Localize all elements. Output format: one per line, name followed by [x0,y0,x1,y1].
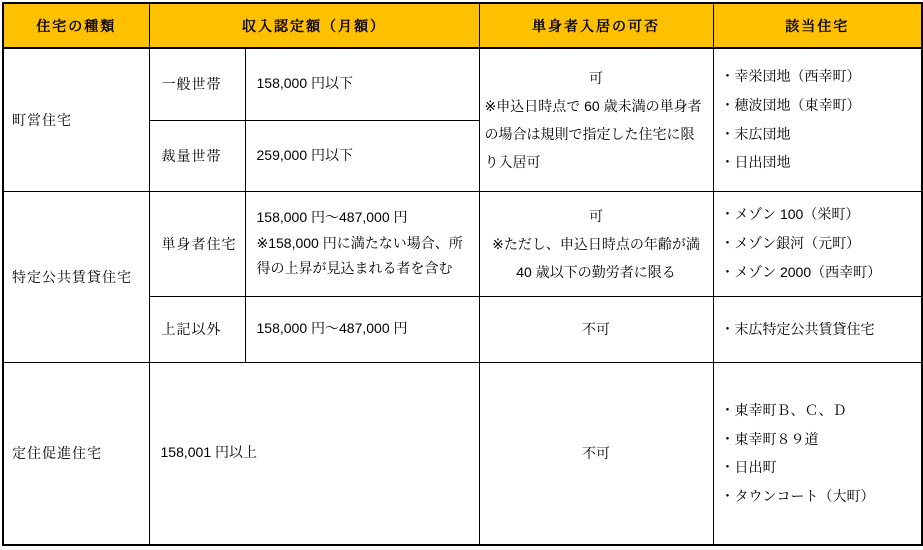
header-applicable-housing: 該当住宅 [713,3,922,48]
table-row [3,362,922,545]
applicable-housing-maison [713,191,922,296]
housing-eligibility-table [2,2,923,546]
income-settlement: 158,001 円以上 [149,362,479,545]
housing-type-specified-public: 特定公共賃貸住宅 [3,191,149,362]
single-note: ※申込日時点で 60 歳未満の単身者の場合は規則で指定した住宅に限り入居可 [484,97,702,170]
table-row [3,191,922,296]
table-row [3,48,922,120]
income-note: ※158,000 円に満たない場合、所得の上昇が見込まれる者を含む [256,234,463,277]
single-occupancy-specified [479,191,713,296]
list-item: ・穂波団地（東幸町） [720,97,861,114]
single-note: ※ただし、申込日時点の年齢が満 40 歳以下の勤労者に限る [492,235,700,280]
single-status: 可 [589,207,603,224]
list-item: ・日出団地 [720,154,791,171]
household-general: 一般世帯 [149,48,245,120]
income-other: 158,000 円～487,000 円 [245,296,479,362]
applicable-housing-suehiro [713,296,922,362]
list-item: ・メゾン 100（栄町） [720,206,860,223]
household-single-person: 単身者住宅 [149,191,245,296]
list-item: ・メゾン銀河（元町） [720,235,861,252]
list-item: ・末広団地 [720,125,791,142]
header-single-occupancy: 単身者入居の可否 [479,3,713,48]
income-single-person [245,191,479,296]
list-item: ・日出町 [720,459,777,476]
table-body [3,48,922,545]
income-discretionary: 259,000 円以下 [245,120,479,191]
header-income: 収入認定額（月額） [149,3,479,48]
list-item: ・幸栄団地（西幸町） [720,68,861,85]
header-row [3,3,922,48]
applicable-housing-settlement [713,362,922,545]
household-other: 上記以外 [149,296,245,362]
housing-type-settlement-promotion: 定住促進住宅 [3,362,149,545]
list-item: ・東幸町８９道 [720,430,819,447]
single-occupancy-settlement [479,362,713,545]
list-item: ・メゾン 2000（西幸町） [720,263,882,280]
table-header [3,3,922,48]
header-housing-type: 住宅の種類 [3,3,149,48]
income-general: 158,000 円以下 [245,48,479,120]
single-status: 不可 [582,445,610,462]
list-item: ・末広特定公共賃貸住宅 [720,320,875,337]
list-item: ・タウンコート（大町） [720,487,875,504]
list-item: ・東幸町Ｂ、Ｃ、Ｄ [720,401,847,418]
single-status: 不可 [582,321,610,337]
single-occupancy-other [479,296,713,362]
applicable-housing-town [713,48,922,191]
single-occupancy-town [479,48,713,191]
single-status: 可 [589,69,603,86]
household-discretionary: 裁量世帯 [149,120,245,191]
housing-type-town-managed: 町営住宅 [3,48,149,191]
income-range: 158,000 円～487,000 円 [256,208,408,225]
